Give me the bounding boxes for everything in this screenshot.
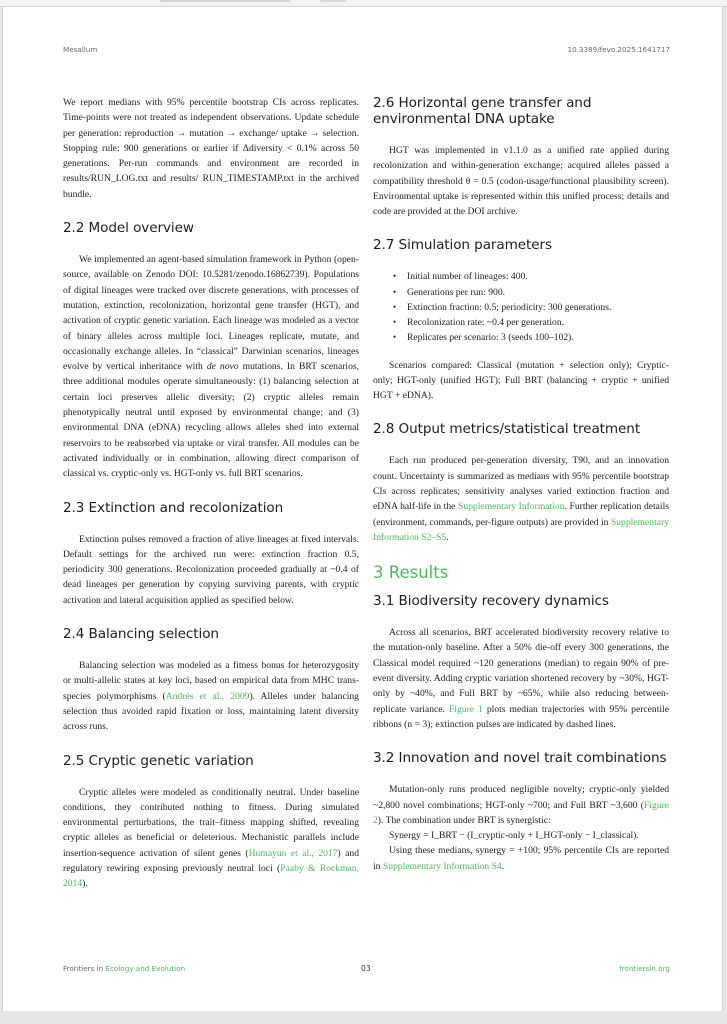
section-heading-2-5: 2.5 Cryptic genetic variation — [63, 752, 254, 769]
supplementary-info-s4-link[interactable]: Supplementary Information S4 — [382, 860, 502, 872]
right-column — [373, 95, 669, 874]
parameter-item: • Recolonization rate: ~0.4 per generation. — [393, 315, 669, 330]
citation-link-andres-2009[interactable]: Andrés et al., 2009 — [165, 690, 250, 702]
header-doi: 10.3389/fevo.2025.1641717 — [567, 45, 670, 54]
header-author: Mesallum — [63, 45, 98, 54]
parameter-item: • Generations per run: 900. — [393, 285, 669, 300]
scenarios-paragraph: Scenarios compared: Classical (mutation + selection only); Cryptic-only; HGT-only (unified HGT); Full BRT (balancing + cryptic + unified HGT + eDNA). — [373, 359, 669, 402]
toolbar-tab[interactable] — [160, 0, 290, 2]
parameter-item: • Extinction fraction: 0.5; periodicity: 300 generations. — [393, 300, 669, 315]
section-heading-3-2: 3.2 Innovation and novel trait combinations — [373, 750, 667, 767]
toolbar-tab[interactable] — [320, 0, 346, 2]
extinction-paragraph: Extinction pulses removed a fraction of alive lineages at fixed intervals. Default settings for the archived run were: extinction fraction 0.5, periodicity 300 generations. Recolonization proceeded gradually at ~0.4 of dead lineages per generation by copying surviving parents, with cryptic activation and lateral acquisition applied as specified below. — [63, 533, 359, 606]
cryptic-variation-paragraph: Cryptic alleles were modeled as conditionally neutral. Under baseline conditions, they contributed nothing to fitness. During simulated environmental perturbations, the trait–fitness mapping shifted, revealing cryptic alleles as beneficial or deleterious. Mechanistic parallels include insertion-sequence activation of silent genes (Humayun et al., 2017) and regulatory rewiring exposing previously neutral loci (Paaby & Rockman, 2014). — [63, 786, 359, 890]
methods-intro-paragraph: We report medians with 95% percentile bootstrap CIs across replicates. Time-points were not treated as independent observations. Update schedule per generation: reproduction → mutation → exchange/ uptake → selection. Stopping rule: 900 generations or earlier if Δdiversity < 0.1% across 50 generations. Per-run commands and environment are recorded in results/RUN_LOG.txt and results/ RUN_TIMESTAMP.txt in the archived bundle. — [63, 97, 359, 200]
synergy-paragraph: Using these medians, synergy = +100; 95% percentile CIs are reported in Supplementary Information S4. — [373, 845, 669, 872]
recovery-dynamics-paragraph: Across all scenarios, BRT accelerated biodiversity recovery relative to the mutation-only baseline. After a 50% die-off every 300 generations, the Classical model required ~120 generations (median) to regain 90% of pre-event diversity. Adding cryptic variation shortened recovery by ~30%, HGT-only by ~40%, and Full BRT by ~65%, while also reducing between-replicate variance. Figure 1 plots median trajectories with 95% percentile ribbons (n = 3); extinction pulses are indicated by dashed lines. — [373, 627, 669, 730]
section-heading-3-1: 3.1 Biodiversity recovery dynamics — [373, 593, 609, 610]
frontiers-site-link[interactable]: frontiersin.org — [619, 964, 670, 973]
supplementary-info-s2-s5-link[interactable]: Supplementary Information S2–S5 — [373, 516, 669, 543]
section-heading-2-6: 2.6 Horizontal gene transfer and environmental DNA uptake — [373, 95, 592, 127]
simulation-parameters-list — [373, 269, 669, 345]
innovation-paragraph: Mutation-only runs produced negligible novelty; cryptic-only yielded ~2,800 novel combinations; HGT-only ~700; and Full BRT ~3,600 (Figure 2). The combination under BRT is synergistic: — [373, 784, 669, 826]
left-column — [63, 95, 359, 892]
section-heading-2-3: 2.3 Extinction and recolonization — [63, 499, 284, 516]
footer-journal: Frontiers in Ecology and Evolution — [63, 964, 186, 973]
parameter-item: • Initial number of lineages: 400. — [393, 269, 669, 284]
section-heading-2-2: 2.2 Model overview — [63, 220, 194, 237]
figure-2-link[interactable]: Figure 2 — [373, 799, 669, 826]
section-heading-2-4: 2.4 Balancing selection — [63, 626, 219, 643]
citation-link-humayun-2017[interactable]: Humayun et al., 2017 — [248, 847, 338, 859]
balancing-selection-paragraph: Balancing selection was modeled as a fitness bonus for heterozygosity or multi-allelic states at key loci, based on empirical data from MHC trans-species polymorphisms (Andrés et al., 2009). Alleles under balancing selection thus avoided rapid fixation or loss, maintaining latent diversity across runs. — [63, 660, 359, 733]
figure-1-link[interactable]: Figure 1 — [448, 703, 483, 715]
journal-name-link[interactable]: Ecology and Evolution — [105, 964, 186, 973]
section-heading-2-8: 2.8 Output metrics/statistical treatment — [373, 421, 641, 438]
section-heading-2-7: 2.7 Simulation parameters — [373, 237, 553, 254]
page-number: 03 — [361, 964, 371, 973]
viewer-toolbar — [0, 0, 727, 7]
pdf-page — [2, 7, 723, 1011]
hgt-paragraph: HGT was implemented in v1.1.0 as a unified rate applied during recolonization and within-generation exchange; acquired alleles passed a compatibility threshold θ = 0.5 (codon-usage/functional plausibility screen). Environmental uptake is represented within this unified process; details and code are provided at the DOI archive. — [373, 145, 669, 218]
supplementary-info-link[interactable]: Supplementary Information — [457, 501, 565, 513]
output-metrics-paragraph: Each run produced per-generation diversity, T90, and an innovation count. Uncertainty is summarized as medians with 95% percentile bootstrap CIs across replicates; sensitivity analyses varied extinction fraction and eDNA half-life in the Supplementary Information. Further replication details (environment, commands, per-figure outputs) are provided in Supplementary Information S2–S5. — [373, 455, 669, 543]
synergy-equation: Synergy = I_BRT − (I_cryptic-only + I_HGT-only − I_classical). — [389, 830, 639, 842]
model-overview-paragraph: We implemented an agent-based simulation framework in Python (open-source, available on Zenodo DOI: 10.5281/zenodo.16862739). Populations of digital lineages were tracked over discrete generations, with processes of mutation, extinction, recolonization, horizontal gene transfer (HGT), and activation of cryptic genetic variation. Each lineage was modeled as a vector of binary alleles across multiple loci. Lineages replicate, mutate, and occasionally exchange alleles. In “classical” Darwinian scenarios, lineages evolve by vertical inheritance with de novo mutations. In BRT scenarios, three additional modules operate simultaneously: (1) balancing selection at certain loci preserves allelic diversity; (2) cryptic alleles remain phenotypically neutral until exposed by environmental change; and (3) environmental DNA (eDNA) recycling allows alleles shed into external reservoirs to be reabsorbed via uptake or viral transfer. All modules can be activated individually or in combination, allowing direct comparison of classical vs. cryptic-only vs. HGT-only vs. full BRT scenarios. — [63, 254, 359, 480]
parameter-item: • Replicates per scenario: 3 (seeds 100–102). — [393, 330, 669, 345]
citation-link-paaby-rockman-2014[interactable]: Paaby & Rockman, 2014 — [63, 862, 359, 890]
section-heading-3-results: 3 Results — [373, 563, 449, 583]
